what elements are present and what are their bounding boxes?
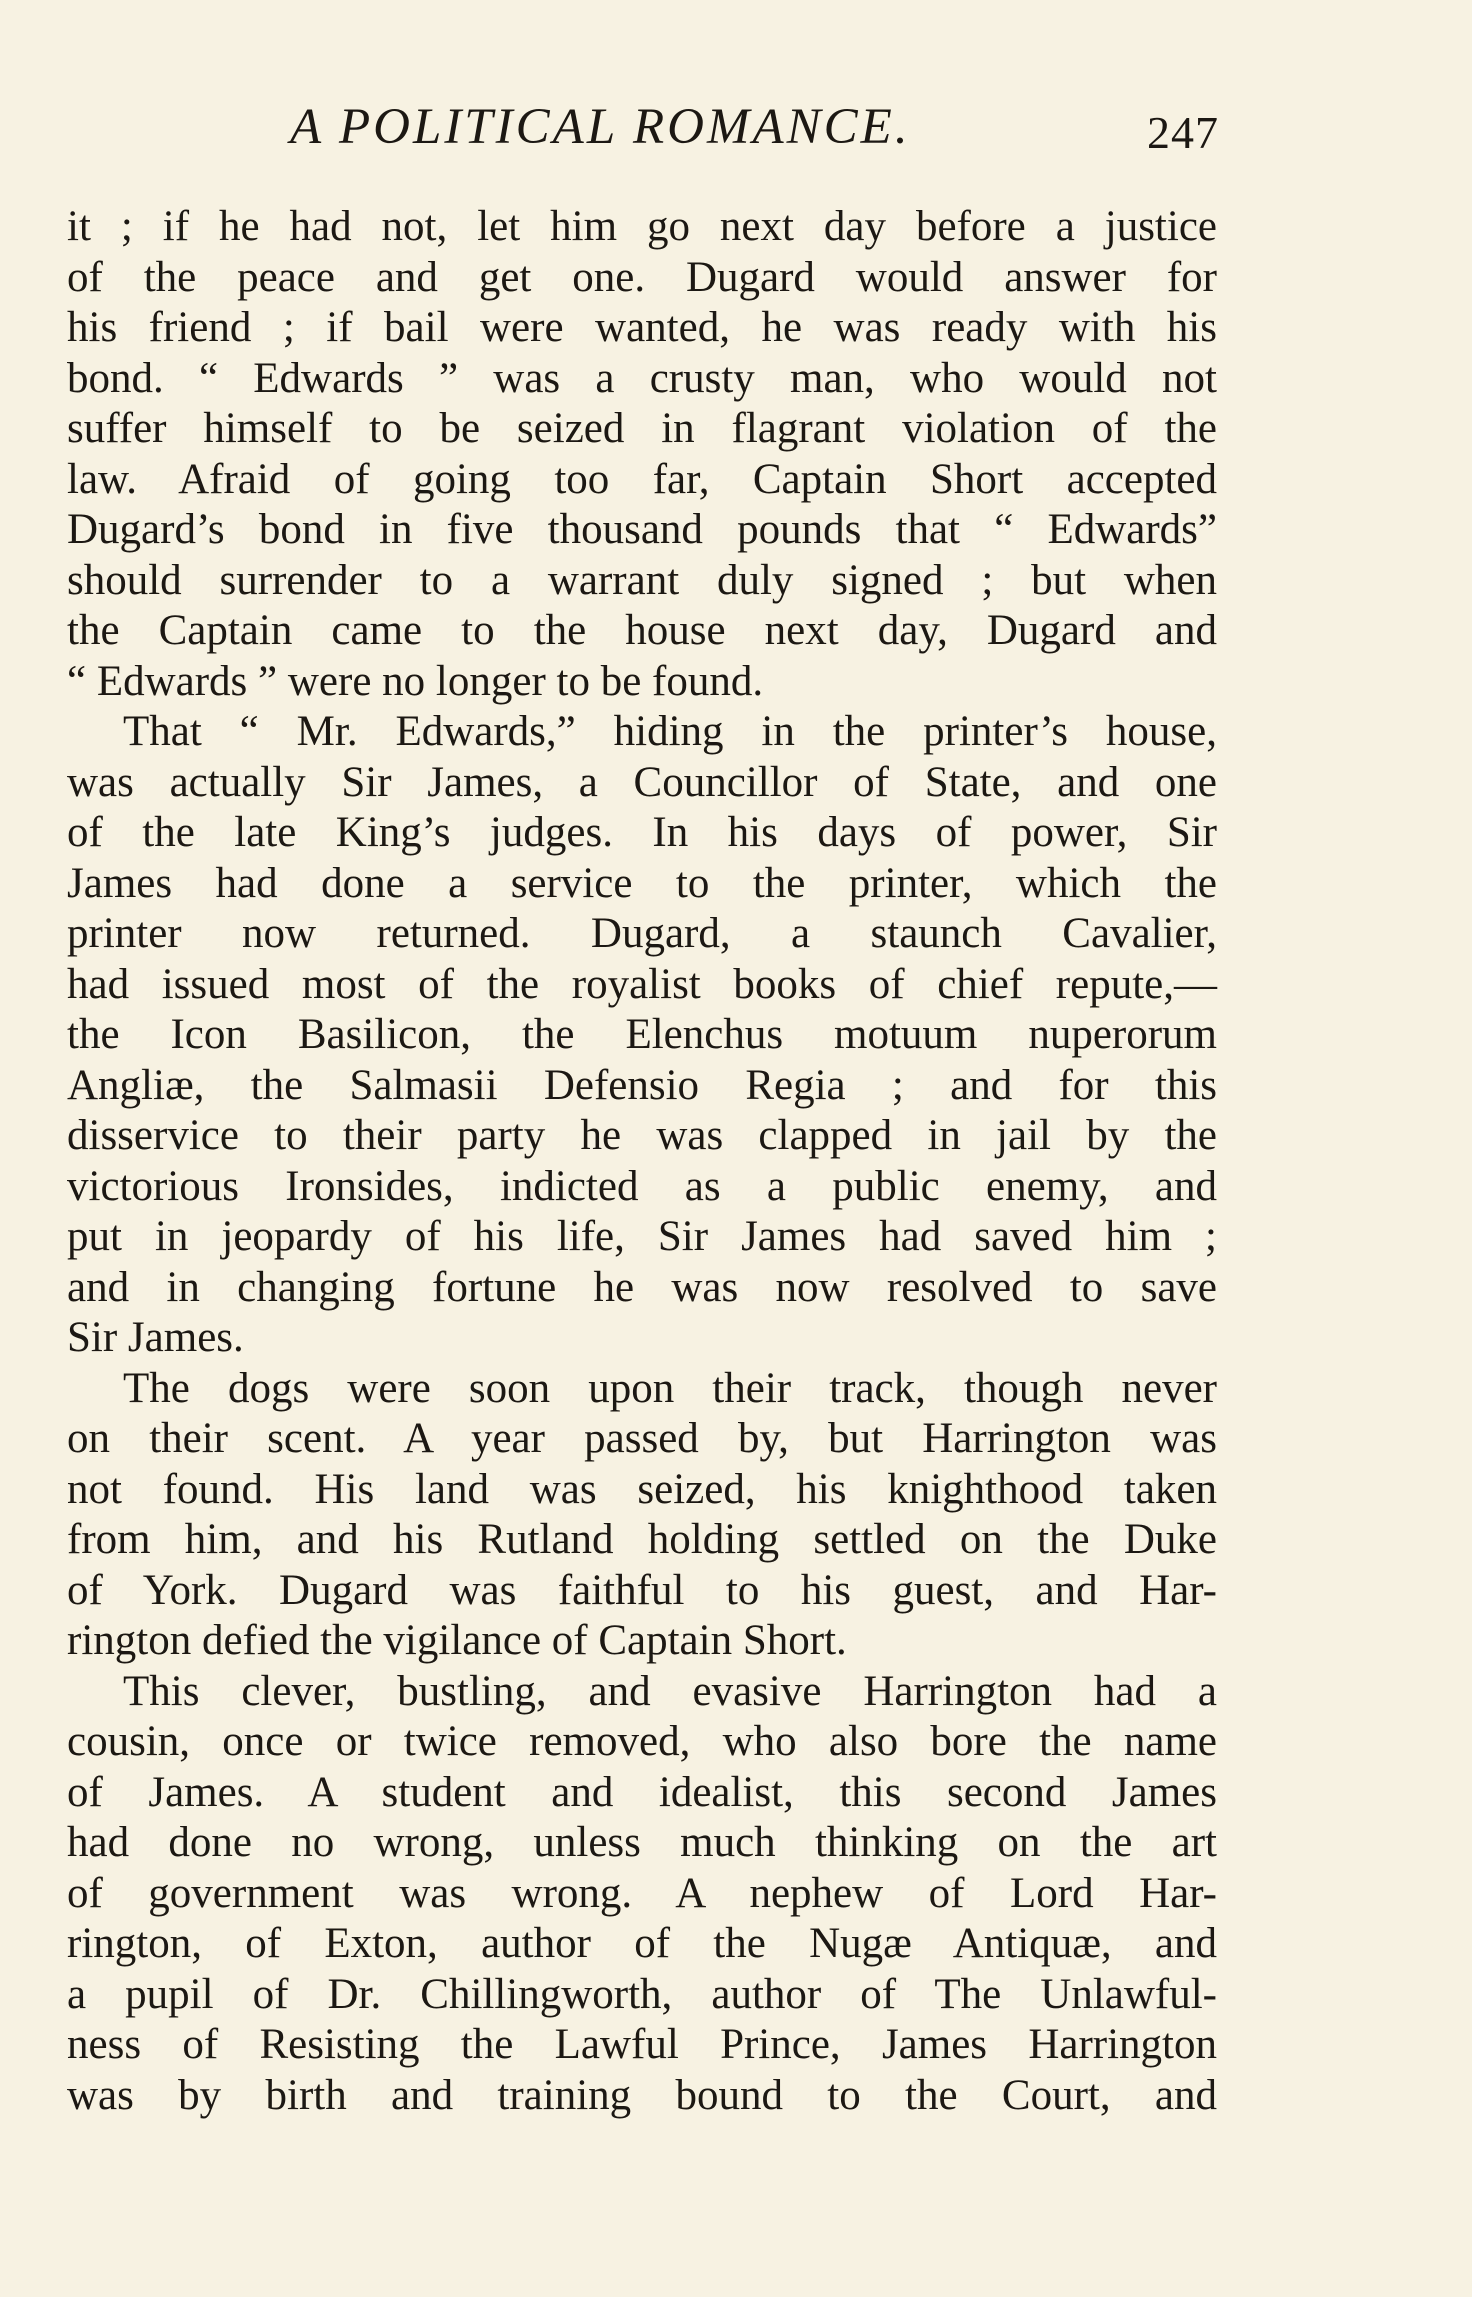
text-line: ness of Resisting the Lawful Prince, James Harrington bbox=[67, 2021, 1217, 2068]
text-line: of government was wrong. A nephew of Lord Har- bbox=[67, 1869, 1217, 1917]
text-line: put in jeopardy of his life, Sir James had saved him ; bbox=[67, 1213, 1217, 1260]
body-text bbox=[67, 202, 1217, 2121]
text-line: was by birth and training bound to the Court, and bbox=[67, 2071, 1217, 2119]
text-line: victorious Ironsides, indicted as a public enemy, and bbox=[67, 1162, 1217, 1210]
text-line: a pupil of Dr. Chillingworth, author of The Unlawful- bbox=[67, 1970, 1217, 2018]
text-line: rington, of Exton, author of the Nugæ Antiquæ, and bbox=[67, 1920, 1217, 1967]
text-line: of the peace and get one. Dugard would answer for bbox=[67, 253, 1217, 301]
text-line: and in changing fortune he was now resolved to save bbox=[67, 1263, 1217, 1311]
text-line: of James. A student and idealist, this second James bbox=[67, 1768, 1217, 1816]
text-line: had issued most of the royalist books of chief repute,— bbox=[67, 960, 1217, 1008]
text-line: cousin, once or twice removed, who also bore the name bbox=[67, 1718, 1217, 1765]
text-line: not found. His land was seized, his knighthood taken bbox=[67, 1465, 1217, 1513]
text-line: the Captain came to the house next day, Dugard and bbox=[67, 607, 1217, 654]
text-line: James had done a service to the printer, which the bbox=[67, 859, 1217, 907]
text-line: the Icon Basilicon, the Elenchus motuum nuperorum bbox=[67, 1011, 1217, 1058]
page-number: 247 bbox=[1147, 107, 1219, 158]
text-line: on their scent. A year passed by, but Harrington was bbox=[67, 1415, 1217, 1462]
text-line: That “ Mr. Edwards,” hiding in the printer’s house, bbox=[123, 708, 1217, 755]
running-head bbox=[0, 98, 1472, 158]
text-line: it ; if he had not, let him go next day before a justice bbox=[67, 203, 1217, 250]
text-line: This clever, bustling, and evasive Harrington had a bbox=[123, 1667, 1217, 1715]
text-line: suffer himself to be seized in flagrant violation of the bbox=[67, 405, 1217, 452]
text-line: Sir James. bbox=[67, 1314, 244, 1361]
text-line: had done no wrong, unless much thinking on the art bbox=[67, 1819, 1217, 1866]
text-line: should surrender to a warrant duly signed ; but when bbox=[67, 556, 1217, 604]
text-line: bond. “ Edwards ” was a crusty man, who would not bbox=[67, 354, 1217, 402]
text-line: of York. Dugard was faithful to his guest, and Har- bbox=[67, 1566, 1217, 1614]
text-line: Angliæ, the Salmasii Defensio Regia ; and for this bbox=[67, 1061, 1217, 1109]
text-line: printer now returned. Dugard, a staunch Cavalier, bbox=[67, 910, 1217, 957]
running-title: A POLITICAL ROMANCE. bbox=[290, 99, 911, 155]
text-line: his friend ; if bail were wanted, he was ready with his bbox=[67, 304, 1217, 351]
text-line: The dogs were soon upon their track, though never bbox=[123, 1364, 1217, 1412]
text-line: from him, and his Rutland holding settled on the Duke bbox=[67, 1516, 1217, 1563]
text-line: law. Afraid of going too far, Captain Short accepted bbox=[67, 455, 1217, 503]
text-line: Dugard’s bond in five thousand pounds that “ Edwards” bbox=[67, 506, 1217, 553]
text-line: of the late King’s judges. In his days of power, Sir bbox=[67, 809, 1217, 856]
text-line: was actually Sir James, a Councillor of State, and one bbox=[67, 758, 1217, 806]
text-line: rington defied the vigilance of Captain Short. bbox=[67, 1617, 847, 1664]
text-line: “ Edwards ” were no longer to be found. bbox=[67, 657, 764, 705]
text-line: disservice to their party he was clapped in jail by the bbox=[67, 1112, 1217, 1159]
